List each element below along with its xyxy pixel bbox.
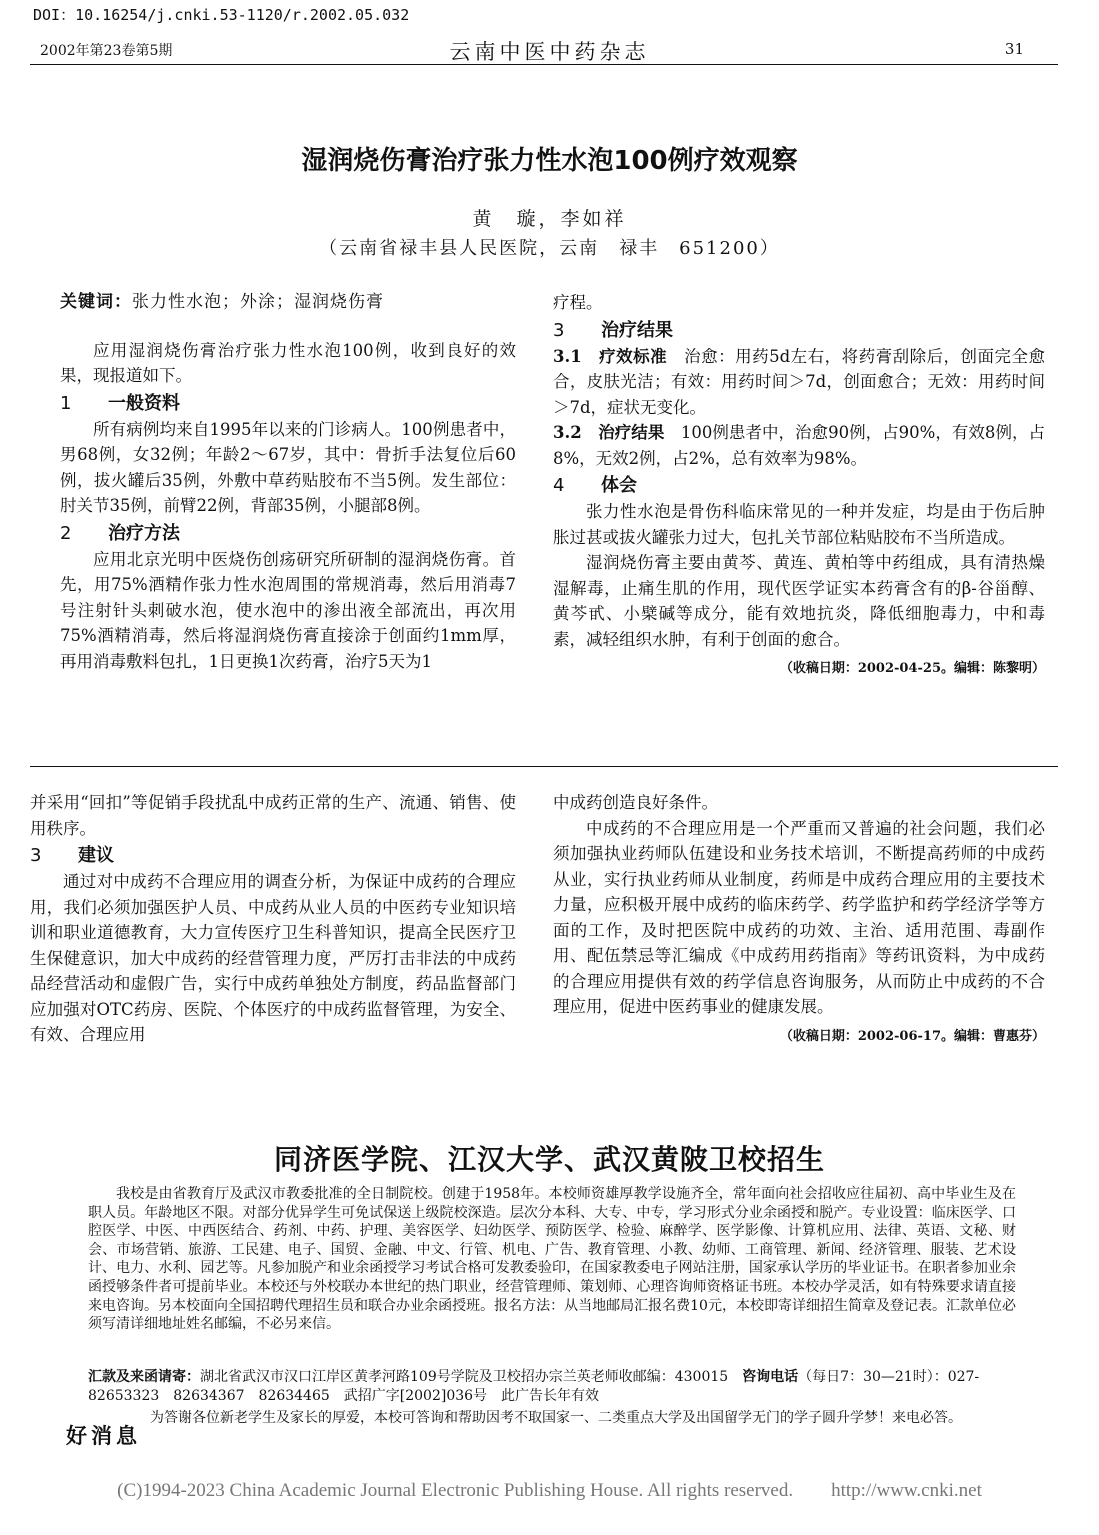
subsection-label: 3.1 疗效标准 [553, 346, 668, 366]
good-news-label: 好消息 [66, 1424, 141, 1448]
section-heading [553, 318, 1045, 344]
article-divider [30, 766, 1058, 767]
section-title: 治疗结果 [601, 319, 673, 341]
keywords-text: 张力性水泡；外涂；湿润烧伤膏 [132, 292, 384, 312]
article-right-column [553, 290, 1045, 682]
ad-title: 同济医学院、江汉大学、武汉黄陂卫校招生 [273, 1143, 825, 1176]
header-rule [30, 64, 1058, 65]
contact-label: 汇款及来函请寄： [88, 1369, 200, 1385]
body-paragraph: 湿润烧伤膏主要由黄芩、黄连、黄柏等中药组成，具有清热燥湿解毒，止痛生肌的作用，现代医学证实本药膏含有的β-谷甾醇、黄芩甙、小檗碱等成分，能有效地抗炎，降低细胞毒力，中和毒素，减轻组织水肿，有利于创面的愈合。 [553, 553, 1045, 649]
section-heading [60, 521, 516, 547]
doi: DOI：10.16254/j.cnki.53-1120/r.2002.05.032 [33, 6, 410, 24]
article-authors: 黄 璇，李如祥 [472, 208, 627, 230]
intro-paragraph: 应用湿润烧伤膏治疗张力性水泡100例，收到良好的效果，现报道如下。 [60, 340, 516, 385]
article-left-column [60, 290, 516, 674]
body-paragraph: 疗程。 [553, 293, 603, 312]
section-title: 建议 [78, 845, 114, 866]
received-date: （收稿日期：2002-04-25。编辑：陈黎明） [779, 661, 1045, 676]
journal-name: 云南中医中药杂志 [449, 40, 650, 64]
section-title: 体会 [601, 475, 637, 496]
contact-address: 湖北省武汉市汉口江岸区黄孝河路109号学院及卫校招办宗兰英老师收邮编：430015 [200, 1369, 729, 1385]
section-number: 3 [553, 319, 565, 341]
journal-issue: 2002年第23卷第5期 [40, 43, 173, 59]
section-number: 2 [60, 522, 72, 544]
article-affiliation: （云南省禄丰县人民医院，云南 禄丰 651200） [319, 238, 780, 259]
phone-text: （每日7：30—21时）：027-82653323 82634367 82634465 武招广字[2002]036号 此广告长年有效 [88, 1369, 980, 1404]
ad-paragraph: 我校是由省教育厅及武汉市教委批准的全日制院校。创建于1958年。本校师资雄厚教学设施齐全，常年面向社会招收应往届初、高中毕业生及在职人员。年龄地区不限。对部分优异学生可免试保送上级院校深造。层次分本科、大专、中专，学习形式分业余函授和脱产。专业设置：临床医学、口腔医学、中医、中西医结合、药剂、中药、护理、美容医学、妇幼医学、预防医学、检验、麻醉学、医学影像、计算机应用、法律、英语、文秘、财会、市场营销、旅游、工民建、电子、国贸、金融、中文、行管、机电、广告、教育管理、小教、幼师、工商管理、新闻、经济管理、服装、艺术设计、电力、水利、园艺等。凡参加脱产和业余函授学习考试合格可发教委验印，在国家教委电子网站注册，国家承认学历的毕业证书。在职者参加业余函授够条件者可提前毕业。本校还与外校联办本世纪的热门职业，经营管理师、策划师、心理咨询师资格证书班。本校办学灵活，如有特殊要求请直接来电咨询。另本校面向全国招聘代理招生员和联合办业余函授班。报名方法：从当地邮局汇报名费10元，本校即寄详细招生简章及登记表。汇款单位必须写清详细地址姓名邮编，不必另来信。 [88, 1186, 1016, 1333]
ad-body [88, 1185, 1016, 1334]
body-paragraph: 中成药创造良好条件。 [553, 793, 718, 812]
phone-label: 咨询电话 [742, 1369, 799, 1385]
body-paragraph: 所有病例均来自1995年以来的门诊病人。100例患者中，男68例，女32例；年龄2～67岁，其中：骨折手法复位后60例，拔火罐后35例，外敷中草药贴胶布不当5例。发生部位：肘关节35例，前臂22例，背部35例，小腿部8例。 [60, 419, 516, 515]
section-number: 4 [553, 475, 565, 496]
body-paragraph: 并采用“回扣”等促销手段扰乱中成药正常的生产、流通、销售、使用秩序。 [30, 793, 516, 838]
ad-contact [88, 1368, 1016, 1406]
page-number: 31 [1004, 40, 1024, 58]
keywords [60, 290, 516, 316]
section-heading [553, 473, 1045, 499]
body-paragraph: 张力性水泡是骨伤科临床常见的一种并发症，均是由于伤后肿胀过甚或拔火罐张力过大，包扎关节部位粘贴胶布不当所造成。 [553, 502, 1045, 547]
body-paragraph [553, 420, 1045, 471]
subsection-text: 100例患者中，治愈90例，占90%，有效8例，占8%，无效2例，占2%，总有效率为98%。 [553, 423, 1045, 468]
copyright-footer: (C)1994-2023 China Academic Journal Electronic Publishing House. All rights reserved. http://www.cnki.net [117, 1480, 982, 1501]
body-paragraph: 中成药的不合理应用是一个严重而又普遍的社会问题，我们必须加强执业药师队伍建设和业务技术培训，不断提高药师的中成药从业，实行执业药师从业制度，药师是中成药合理应用的主要技术力量，应积极开展中成药的临床药学、药学监护和药学经济学等方面的工作，及时把医院中成药的功效、主治、适用范围、毒副作用、配伍禁忌等汇编成《中成药用药指南》等药讯资料，为中成药的合理应用提供有效的药学信息咨询服务，从而防止中成药的不合理应用，促进中医药事业的健康发展。 [553, 818, 1045, 1016]
article-title: 湿润烧伤膏治疗张力性水泡100例疗效观察 [301, 146, 798, 176]
good-news-text: 为答谢各位新老学生及家长的厚爱，本校可答询和帮助因考不取国家一、二类重点大学及出国留学无门的学子圆升学梦！来电必答。 [150, 1410, 962, 1426]
section-number: 1 [60, 392, 72, 414]
subsection-text: 治愈：用药5d左右，将药膏刮除后，创面完全愈合，皮肤光洁；有效：用药时间＞7d，创面愈合；无效：用药时间＞7d，症状无变化。 [553, 346, 1046, 417]
article2-right-column [553, 790, 1045, 1049]
article2-left-column [30, 790, 516, 1048]
body-paragraph: 通过对中成药不合理应用的调查分析，为保证中成药的合理应用，我们必须加强医护人员、中成药从业人员的中医药专业知识培训和职业道德教育，大力宣传医疗卫生科普知识，提高全民医疗卫生保健意识，加大中成药的经营管理力度，严厉打击非法的中成药品经营活动和虚假广告，实行中成药单独处方制度，药品监督部门应加强对OTC药房、医院、个体医疗的中成药监督管理，为安全、有效、合理应用 [30, 872, 516, 1044]
keywords-label: 关键词： [60, 292, 132, 312]
section-number: 3 [30, 845, 42, 866]
subsection-label: 3.2 治疗结果 [553, 423, 665, 442]
section-title: 治疗方法 [108, 522, 180, 544]
section-heading [60, 391, 516, 417]
section-heading [30, 843, 516, 869]
body-paragraph [553, 344, 1045, 421]
body-paragraph: 应用北京光明中医烧伤创疡研究所研制的湿润烧伤膏。首先，用75%酒精作张力性水泡周围的常规消毒，然后用消毒7号注射针头刺破水泡，使水泡中的渗出液全部流出，再次用75%酒精消毒，然后将湿润烧伤膏直接涂于创面约1mm厚，再用消毒敷料包扎，1日更换1次药膏，治疗5天为1 [60, 549, 516, 671]
received-date: （收稿日期：2002-06-17。编辑：曹惠芬） [779, 1028, 1045, 1044]
section-title: 一般资料 [108, 392, 180, 414]
